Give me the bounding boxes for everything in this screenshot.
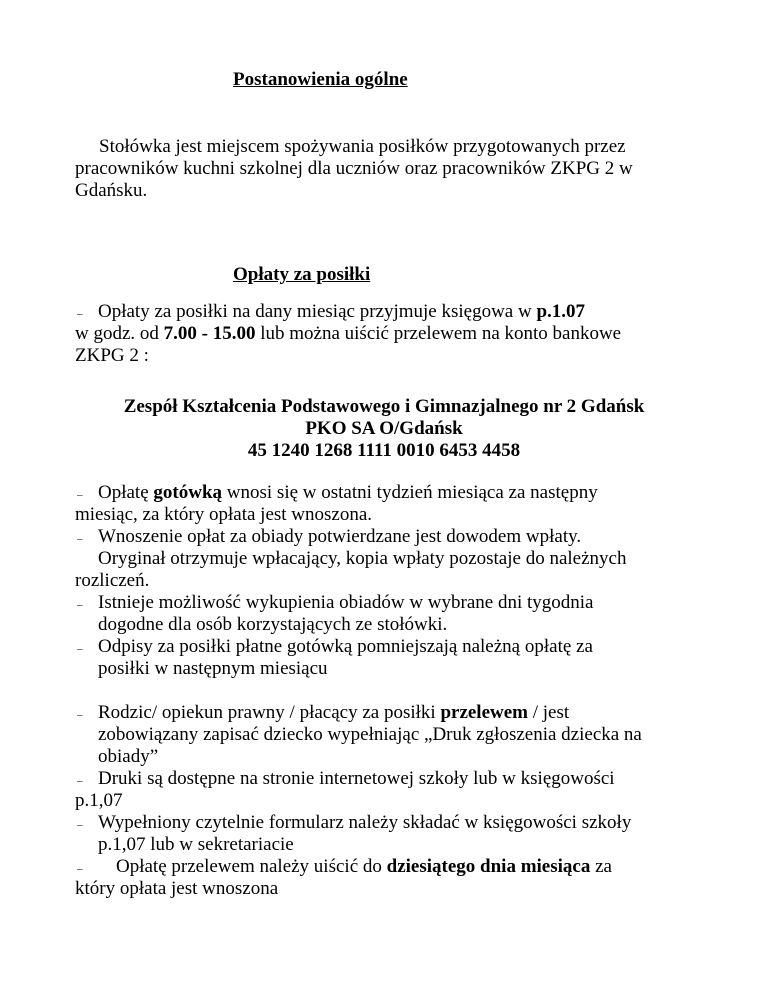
receipt-line-2: Oryginał otrzymuje wpłacający, kopia wpłaty pozostaje do należnych	[98, 548, 627, 569]
paragraph-line: Gdańsku.	[75, 180, 148, 201]
submit-line-2: p.1,07 lub w sekretariacie	[98, 834, 294, 855]
parent-line-3: obiady”	[98, 746, 159, 767]
deduct-line-1: Odpisy za posiłki płatne gotówką pomniejszają należną opłatę za	[98, 636, 593, 657]
paragraph-line: pracowników kuchni szkolnej dla uczniów oraz pracowników ZKPG 2 w	[75, 158, 633, 179]
submit-line-1: Wypełniony czytelnie formularz należy składać w księgowości szkoły	[98, 812, 632, 833]
dash-bullet: –	[77, 863, 83, 875]
bank-branch: PKO SA O/Gdańsk	[305, 418, 463, 439]
fees-line-2: w godz. od 7.00 - 15.00 lub można uiścić przelewem na konto bankowe	[75, 323, 622, 344]
deduct-line-2: posiłki w następnym miesiącu	[98, 658, 328, 679]
bank-recipient-name: Zespół Kształcenia Podstawowego i Gimnazjalnego nr 2 Gdańsk	[123, 396, 645, 417]
cash-line-1: Opłatę gotówką wnosi się w ostatni tydzień miesiąca za następny	[98, 482, 598, 503]
days-line-1: Istnieje możliwość wykupienia obiadów w wybrane dni tygodnia	[98, 592, 594, 613]
fees-line-1: Opłaty za posiłki na dany miesiąc przyjmuje księgowa w p.1.07	[98, 301, 586, 322]
dash-bullet: –	[77, 709, 83, 721]
dash-bullet: –	[77, 819, 83, 831]
dash-bullet: –	[77, 599, 83, 611]
dash-bullet: –	[77, 308, 83, 320]
forms-line-1: Druki są dostępne na stronie internetowej szkoły lub w księgowości	[98, 768, 615, 789]
deadline-line-2: który opłata jest wnoszona	[75, 878, 279, 899]
dash-bullet: –	[77, 643, 83, 655]
receipt-line-3: rozliczeń.	[75, 570, 150, 591]
paragraph-line: Stołówka jest miejscem spożywania posiłków przygotowanych przez	[99, 136, 626, 157]
fees-line-3: ZKPG 2 :	[75, 345, 149, 366]
deadline-line-1: Opłatę przelewem należy uiścić do dziesiątego dnia miesiąca za	[116, 856, 612, 877]
parent-line-2: zobowiązany zapisać dziecko wypełniając „Druk zgłoszenia dziecka na	[98, 724, 642, 745]
heading-general-provisions: Postanowienia ogólne	[233, 69, 408, 90]
parent-line-1: Rodzic/ opiekun prawny / płacący za posiłki przelewem / jest	[98, 702, 570, 723]
cash-line-2: miesiąc, za który opłata jest wnoszona.	[75, 504, 373, 525]
dash-bullet: –	[77, 775, 83, 787]
dash-bullet: –	[77, 533, 83, 545]
days-line-2: dogodne dla osób korzystających ze stołówki.	[98, 614, 448, 635]
heading-meal-fees: Opłaty za posiłki	[233, 264, 371, 285]
receipt-line-1: Wnoszenie opłat za obiady potwierdzane jest dowodem wpłaty.	[98, 526, 582, 547]
bank-account-number: 45 1240 1268 1111 0010 6453 4458	[247, 440, 521, 461]
dash-bullet: –	[77, 489, 83, 501]
forms-line-2: p.1,07	[75, 790, 123, 811]
